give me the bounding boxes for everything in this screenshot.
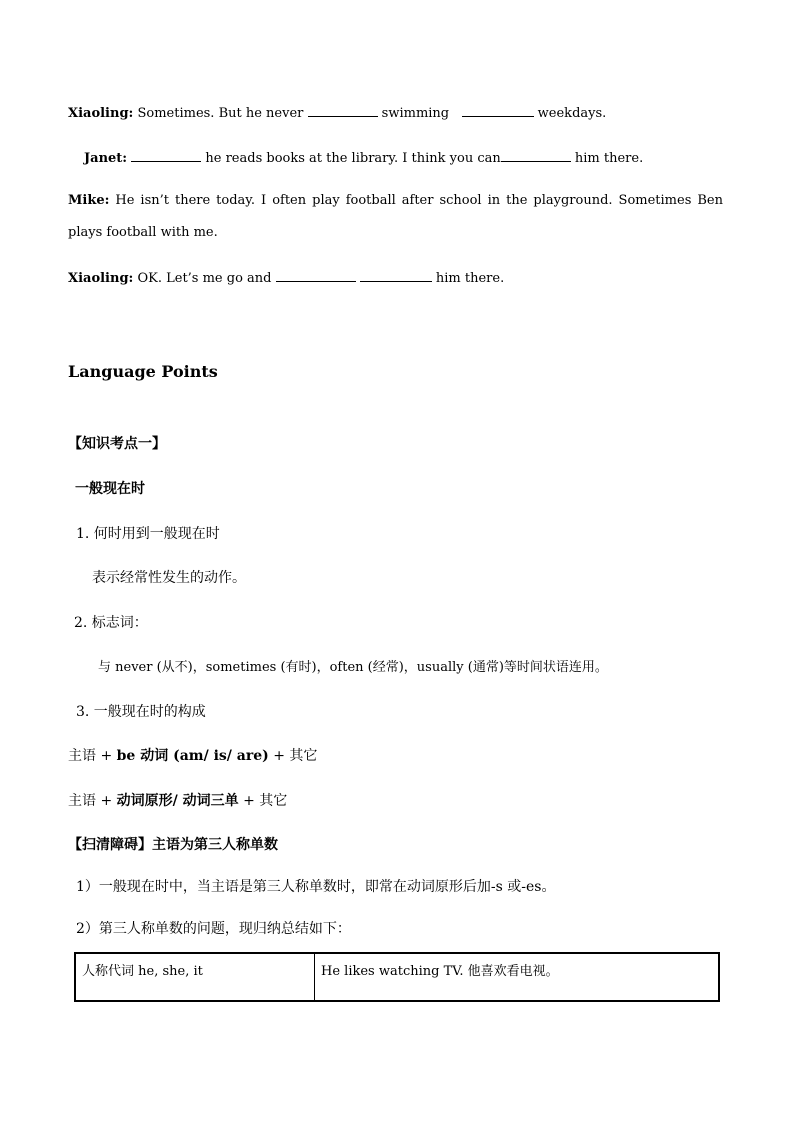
- dialogue-text: he reads books at the library. I think you can: [205, 151, 501, 166]
- dialogue-line-3: [68, 185, 723, 249]
- speaker: Xiaoling:: [68, 271, 134, 286]
- dialogue-text: He isn’t there today. I often play football after school in the playground. Sometimes Ben plays football with me.: [68, 193, 723, 240]
- blank[interactable]: [462, 104, 534, 117]
- dialogue-text: Sometimes. But he never: [137, 106, 304, 121]
- kp1-title: 【知识考点一】: [68, 436, 166, 452]
- blank[interactable]: [360, 269, 432, 282]
- dialogue-line-2: [84, 149, 643, 166]
- kp1-subtitle: 一般现在时: [75, 481, 145, 497]
- clear-p2: 2）第三人称单数的问题，现归纳总结如下：: [76, 921, 351, 937]
- kp1-item-2-text: 与 never (从不)，sometimes (有时)，often (经常)，usually (通常)等时间状语连用。: [98, 660, 608, 675]
- blank[interactable]: [501, 149, 571, 162]
- blank[interactable]: [131, 149, 201, 162]
- kp1-item-2: 2. 标志词：: [74, 615, 148, 631]
- dialogue-text: him there.: [435, 271, 505, 286]
- clear-title: 【扫清障碍】主语为第三人称单数: [68, 837, 278, 853]
- table-row: [75, 953, 719, 1001]
- formula-part: (am/ is/ are): [168, 748, 269, 764]
- kp1-item-3: 3. 一般现在时的构成: [76, 704, 206, 720]
- dialogue-text: weekdays.: [537, 106, 607, 121]
- speaker: Mike:: [68, 193, 110, 208]
- blank[interactable]: [308, 104, 378, 117]
- table-cell: He likes watching TV. 他喜欢看电视。: [315, 953, 720, 1001]
- dialogue-line-4: [68, 269, 504, 286]
- formula-part: + 其它: [238, 793, 288, 809]
- table-cell: 人称代词 he, she, it: [75, 953, 315, 1001]
- formula-part: be 动词: [116, 748, 169, 764]
- formula-part: 主语 +: [68, 793, 117, 809]
- dialogue-text: swimming: [381, 106, 450, 121]
- formula-2: [68, 790, 287, 810]
- pronoun-table: [74, 952, 720, 1002]
- dialogue-line-1: [68, 104, 606, 121]
- kp1-item-1: 1. 何时用到一般现在时: [76, 526, 220, 542]
- formula-part: 主语 +: [68, 748, 117, 764]
- kp1-item-1-text: 表示经常性发生的动作。: [92, 570, 246, 586]
- speaker: Janet:: [84, 151, 128, 166]
- formula-part: 动词原形/ 动词三单: [116, 793, 239, 809]
- blank[interactable]: [276, 269, 356, 282]
- formula-part: + 其它: [268, 748, 318, 764]
- dialogue-text: him there.: [574, 151, 644, 166]
- section-title: Language Points: [68, 362, 218, 381]
- clear-p1: 1）一般现在时中，当主语是第三人称单数时，即常在动词原形后加-s 或-es。: [76, 879, 556, 895]
- formula-1: [68, 745, 317, 765]
- speaker: Xiaoling:: [68, 106, 134, 121]
- dialogue-text: OK. Let’s me go and: [137, 271, 272, 286]
